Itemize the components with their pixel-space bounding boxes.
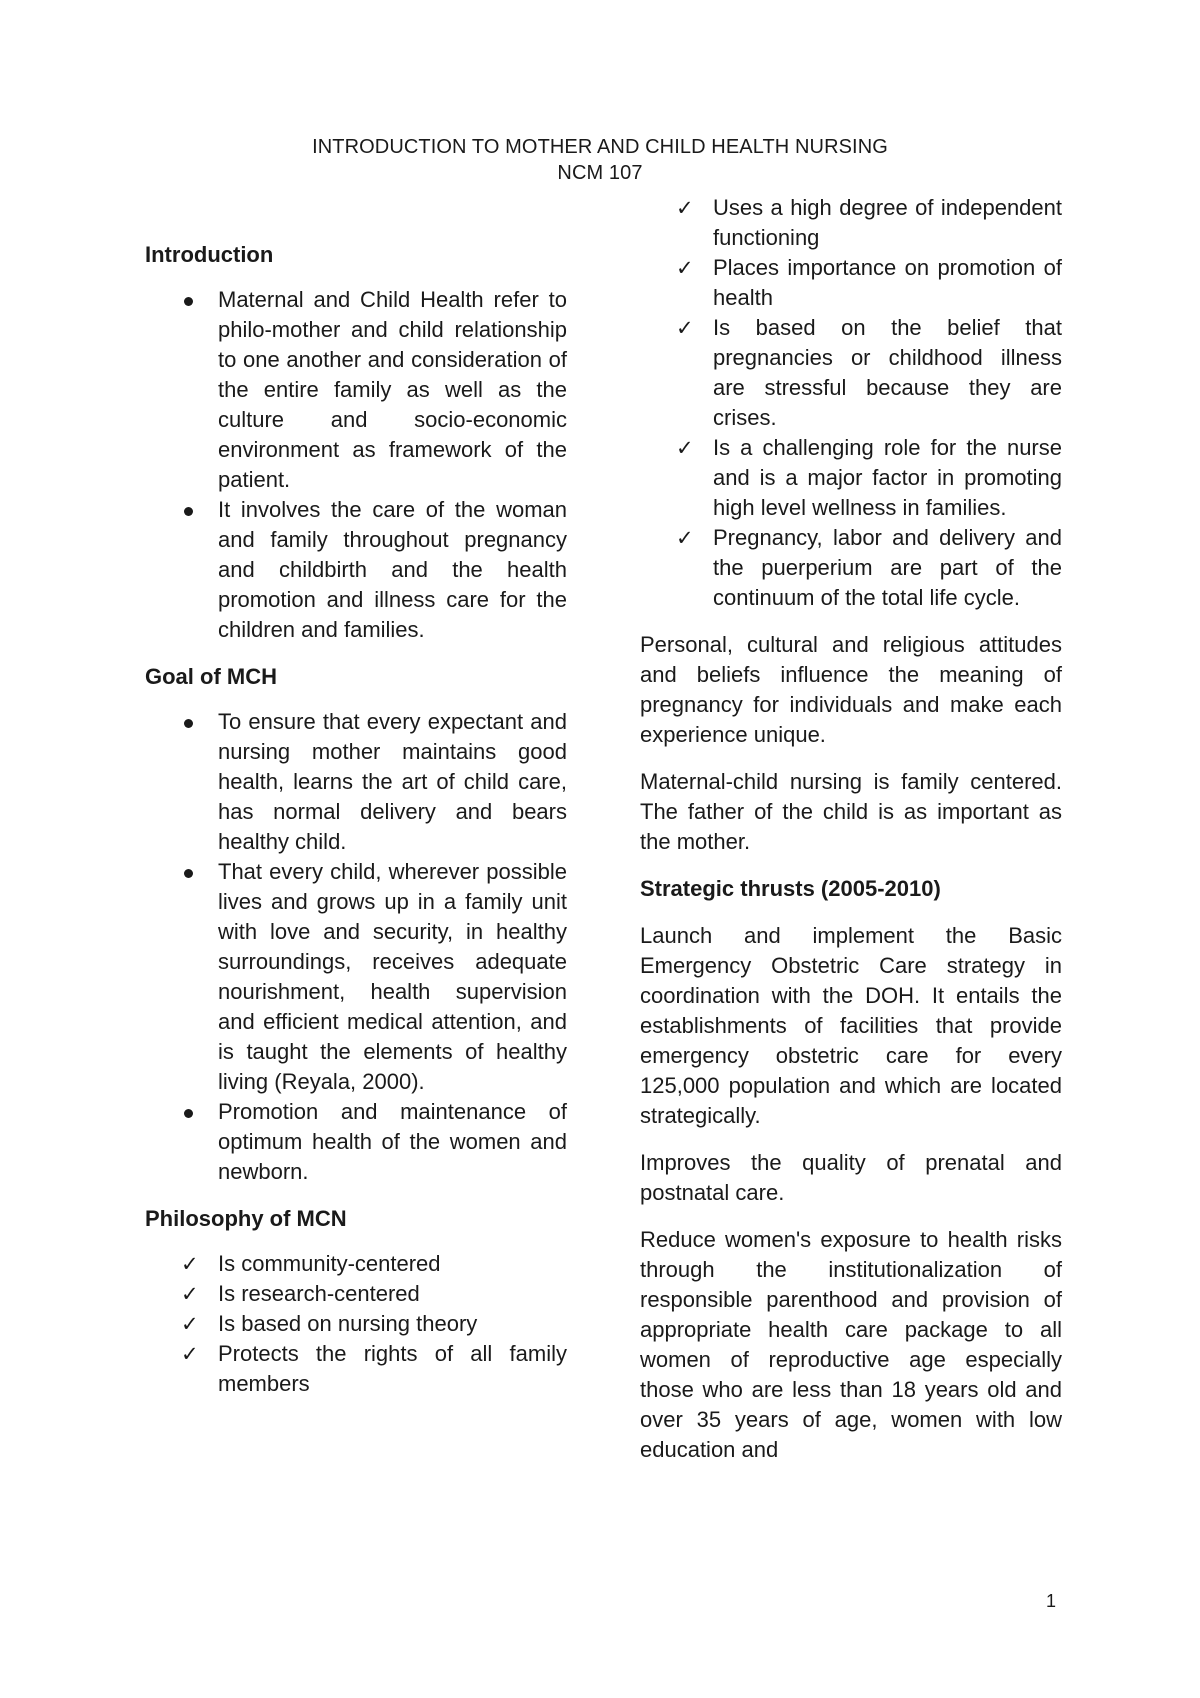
strategic-paragraph-3: Reduce women's exposure to health risks through the institutionalization of responsible parenthood and provision of appropriate health care package to all women of reproductive age especially those who are less than 18 years old and over 35 years of age, women with low education and xyxy=(640,1227,1062,1462)
list-item: ✓ Protects the rights of all family members xyxy=(181,1341,567,1396)
list-item: ✓ Pregnancy, labor and delivery and the puerperium are part of the continuum of the total life cycle. xyxy=(676,525,1062,610)
right-paragraphs xyxy=(640,630,1062,1465)
check-mark-icon: ✓ xyxy=(676,526,694,550)
list-item: ✓ Places importance on promotion of health xyxy=(676,255,1062,310)
philosophy-list-continued xyxy=(640,193,1062,613)
bullet-icon xyxy=(184,297,193,306)
strategic-paragraph-1: Launch and implement the Basic Emergency Obstetric Care strategy in coordination with the DOH. It entails the establishments of facilities that provide emergency obstetric care for every 125,000 population and which are located strategically. xyxy=(640,923,1062,1128)
list-item: ✓ Is based on nursing theory xyxy=(145,1309,567,1339)
check-mark-icon: ✓ xyxy=(676,256,694,280)
goal-heading: Goal of MCH xyxy=(145,664,277,689)
check-mark-icon: ✓ xyxy=(181,1312,199,1336)
check-mark-icon: ✓ xyxy=(181,1282,199,1306)
list-item: Promotion and maintenance of optimum health of the women and newborn. xyxy=(145,1097,567,1187)
list-item: ✓ Is community-centered xyxy=(145,1249,567,1279)
introduction-list xyxy=(145,285,567,645)
left-column xyxy=(145,240,567,1399)
page-number: 1 xyxy=(1046,1591,1057,1611)
philosophy-list xyxy=(145,1249,567,1399)
list-item: To ensure that every expectant and nursing mother maintains good health, learns the art of child care, has normal delivery and bears healthy child. xyxy=(145,707,567,857)
goal-list xyxy=(145,707,567,1187)
check-mark-icon: ✓ xyxy=(181,1342,199,1366)
list-item: That every child, wherever possible lives and grows up in a family unit with love and security, in healthy surroundings, receives adequate nourishment, health supervision and efficient medical attention, and is taught the elements of healthy living (Reyala, 2000). xyxy=(145,857,567,1097)
list-item: ✓ Uses a high degree of independent functioning xyxy=(676,195,1062,250)
list-item: It involves the care of the woman and family throughout pregnancy and childbirth and the health promotion and illness care for the children and families. xyxy=(145,495,567,645)
document-title: INTRODUCTION TO MOTHER AND CHILD HEALTH NURSING xyxy=(312,136,888,158)
check-mark-icon: ✓ xyxy=(676,316,694,340)
strategic-heading: Strategic thrusts (2005-2010) xyxy=(640,876,941,901)
bullet-icon xyxy=(184,869,193,878)
family-centered-paragraph: Maternal-child nursing is family centered. The father of the child is as important as the mother. xyxy=(640,769,1062,854)
strategic-paragraph-2: Improves the quality of prenatal and postnatal care. xyxy=(640,1150,1062,1205)
list-item: ✓ Is a challenging role for the nurse and is a major factor in promoting high level wellness in families. xyxy=(676,435,1062,520)
check-mark-icon: ✓ xyxy=(676,436,694,460)
philosophy-heading: Philosophy of MCN xyxy=(145,1206,347,1231)
bullet-icon xyxy=(184,507,193,516)
list-item: Maternal and Child Health refer to philo-mother and child relationship to one another and consideration of the entire family as well as the culture and socio-economic environment as framework of the patient. xyxy=(145,285,567,495)
check-mark-icon: ✓ xyxy=(181,1252,199,1276)
list-item: ✓ Is research-centered xyxy=(145,1279,567,1309)
bullet-icon xyxy=(184,1109,193,1118)
list-item: ✓ Is based on the belief that pregnancies or childhood illness are stressful because they are crises. xyxy=(676,315,1062,430)
attitudes-paragraph: Personal, cultural and religious attitudes and beliefs influence the meaning of pregnancy for individuals and make each experience unique. xyxy=(640,632,1062,747)
right-column xyxy=(640,193,1062,1482)
course-code: NCM 107 xyxy=(557,162,643,184)
bullet-icon xyxy=(184,719,193,728)
check-mark-icon: ✓ xyxy=(676,196,694,220)
introduction-heading: Introduction xyxy=(145,242,274,267)
